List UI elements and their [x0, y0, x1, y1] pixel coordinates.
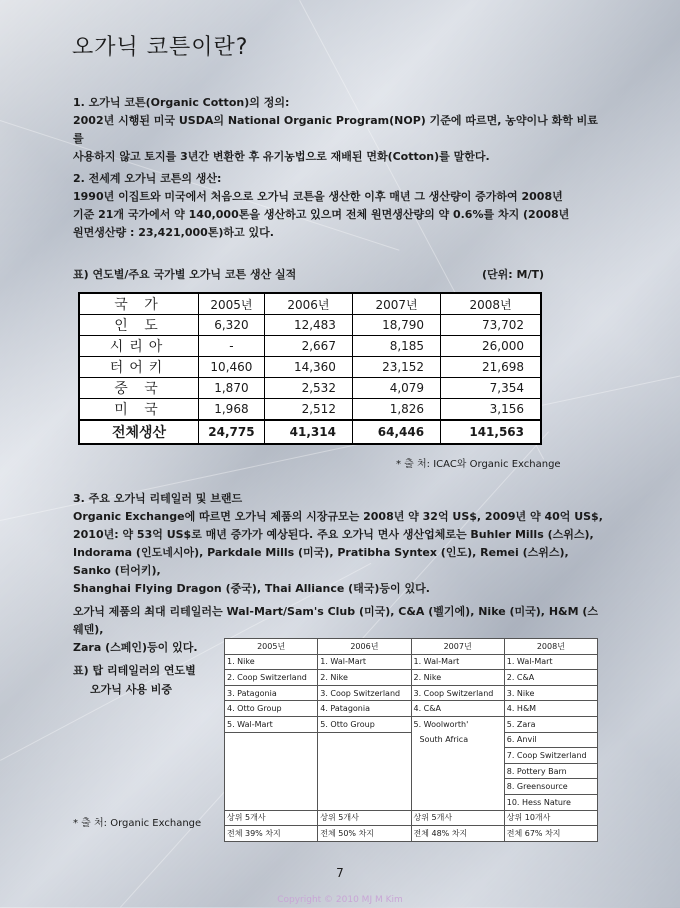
header-cell: 2008년: [441, 293, 541, 315]
retailer-cell: 8. Greensource: [504, 779, 597, 795]
value-cell: 14,360: [264, 357, 352, 378]
retailer-cell: [318, 779, 411, 795]
table-row: [79, 357, 541, 378]
retailer-cell: 1. Wal-Mart: [504, 654, 597, 670]
total-cell: 24,775: [199, 420, 265, 444]
header-cell: 2006년: [318, 639, 411, 655]
header-cell: 2008년: [504, 639, 597, 655]
retailer-cell: 2. Nike: [411, 670, 504, 686]
country-cell: 터어키: [79, 357, 199, 378]
header-cell: 2007년: [411, 639, 504, 655]
retailer-cell: 3. Patagonia: [225, 685, 318, 701]
section-retailers: [73, 490, 605, 598]
value-cell: 8,185: [352, 336, 440, 357]
body-line: 2002년 시행된 미국 USDA의 National Organic Program(NOP) 기준에 따르면, 농약이나 화학 비료를: [73, 114, 598, 145]
retailer-cell: 1. Nike: [225, 654, 318, 670]
section-heading: 3. 주요 오가닉 리테일러 및 브랜드: [73, 492, 243, 505]
retailer-cell: 3. Nike: [504, 685, 597, 701]
value-cell: 18,790: [352, 315, 440, 336]
table-row: [79, 378, 541, 399]
value-cell: 2,512: [264, 399, 352, 421]
retailer-cell: 2. Nike: [318, 670, 411, 686]
summary-cell: 전체 48% 차지: [411, 826, 504, 842]
table-row: [225, 701, 598, 717]
value-cell: 1,870: [199, 378, 265, 399]
total-cell: 141,563: [441, 420, 541, 444]
table1-source: * 출 처: ICAC와 Organic Exchange: [396, 459, 561, 470]
body-line: Zara (스페인)등이 있다.: [73, 641, 198, 654]
body-line: 2010년: 약 53억 US$로 매년 증가가 예상된다. 주요 오가닉 면사 생산업체로는 Buhler Mills (스위스),: [73, 528, 594, 541]
value-cell: -: [199, 336, 265, 357]
header-cell: 2005년: [225, 639, 318, 655]
body-line: 기준 21개 국가에서 약 140,000톤을 생산하고 있으며 전체 원면생산량의 약 0.6%를 차지 (2008년: [73, 208, 570, 221]
retailer-cell: [318, 748, 411, 764]
section-production: [73, 170, 605, 242]
table-row: [79, 336, 541, 357]
value-cell: 26,000: [441, 336, 541, 357]
retailer-cell: 6. Anvil: [504, 732, 597, 748]
table-summary-row: [225, 810, 598, 826]
production-table: [78, 292, 542, 445]
retailer-cell: 7. Coop Switzerland: [504, 748, 597, 764]
retailer-cell: [225, 748, 318, 764]
value-cell: 1,968: [199, 399, 265, 421]
table-row: [225, 670, 598, 686]
total-cell: 64,446: [352, 420, 440, 444]
section-heading: 1. 오가닉 코튼(Organic Cotton)의 정의:: [73, 96, 290, 109]
retailer-cell: 5. Wal-Mart: [225, 716, 318, 732]
retailer-cell: 4. C&A: [411, 701, 504, 717]
table-row: [225, 654, 598, 670]
retailer-cell: 8. Pottery Barn: [504, 763, 597, 779]
retailer-cell: 2. Coop Switzerland: [225, 670, 318, 686]
body-line: 원면생산량 : 23,421,000톤)하고 있다.: [73, 226, 274, 239]
table-summary-row: [225, 826, 598, 842]
retailer-cell: 10. Hess Nature: [504, 794, 597, 810]
retailer-cell: 5. Zara: [504, 716, 597, 732]
table-header-row: [79, 293, 541, 315]
summary-cell: 전체 39% 차지: [225, 826, 318, 842]
retailer-cell: 5. Woolworth': [411, 716, 504, 732]
summary-cell: 상위 5개사: [225, 810, 318, 826]
retailer-cell: 2. C&A: [504, 670, 597, 686]
value-cell: 7,354: [441, 378, 541, 399]
table1-unit: (단위: M/T): [482, 268, 545, 281]
section-heading: 2. 전세계 오가닉 코튼의 생산:: [73, 172, 222, 185]
retailer-cell: 5. Otto Group: [318, 716, 411, 732]
header-cell: 2007년: [352, 293, 440, 315]
value-cell: 4,079: [352, 378, 440, 399]
body-line: 오가닉 제품의 최대 리테일러는 Wal-Mart/Sam's Club (미국), C&A (벨기에), Nike (미국), H&M (스웨덴),: [73, 605, 599, 636]
table-total-row: [79, 420, 541, 444]
retailer-cell: [318, 794, 411, 810]
table-row: [225, 716, 598, 732]
body-line: Shanghai Flying Dragon (중국), Thai Alliance (태국)등이 있다.: [73, 582, 430, 595]
retailer-cell: 1. Wal-Mart: [318, 654, 411, 670]
total-label: 전체생산: [79, 420, 199, 444]
retailer-cell: 3. Coop Switzerland: [318, 685, 411, 701]
retailer-cell: [411, 794, 504, 810]
copyright-watermark: Copyright © 2010 MJ M Kim: [277, 895, 403, 905]
retailer-cell: 4. H&M: [504, 701, 597, 717]
table-row: [79, 399, 541, 421]
body-line: Organic Exchange에 따르면 오가닉 제품의 시장규모는 2008년 약 32억 US$, 2009년 약 40억 US$,: [73, 510, 603, 523]
retailer-cell: [225, 763, 318, 779]
header-cell: 국 가: [79, 293, 199, 315]
header-cell: 2006년: [264, 293, 352, 315]
value-cell: 10,460: [199, 357, 265, 378]
summary-cell: 상위 10개사: [504, 810, 597, 826]
table-row: [225, 748, 598, 764]
retailer-cell: [225, 794, 318, 810]
retailers-table: [224, 638, 598, 842]
summary-cell: 전체 50% 차지: [318, 826, 411, 842]
retailer-cell: 4. Patagonia: [318, 701, 411, 717]
value-cell: 2,532: [264, 378, 352, 399]
table-row: [225, 732, 598, 748]
header-cell: 2005년: [199, 293, 265, 315]
retailer-cell: [411, 763, 504, 779]
value-cell: 73,702: [441, 315, 541, 336]
table-row: [79, 315, 541, 336]
value-cell: 1,826: [352, 399, 440, 421]
value-cell: 21,698: [441, 357, 541, 378]
value-cell: 12,483: [264, 315, 352, 336]
value-cell: 3,156: [441, 399, 541, 421]
page-title: 오가닉 코튼이란?: [72, 35, 249, 60]
summary-cell: 전체 67% 차지: [504, 826, 597, 842]
retailer-cell: [318, 763, 411, 779]
value-cell: 23,152: [352, 357, 440, 378]
country-cell: 미 국: [79, 399, 199, 421]
retailer-cell: [225, 779, 318, 795]
table-row: [225, 794, 598, 810]
table-row: [225, 685, 598, 701]
value-cell: 6,320: [199, 315, 265, 336]
retailer-cell: [411, 779, 504, 795]
table2-caption-line1: 표) 탑 리테일러의 연도별: [73, 664, 196, 677]
body-line: 사용하지 않고 토지를 3년간 변환한 후 유기농법으로 재배된 면화(Cotton)를 말한다.: [73, 150, 490, 163]
table-row: [225, 763, 598, 779]
retailer-cell: 1. Wal-Mart: [411, 654, 504, 670]
table1-caption: 표) 연도별/주요 국가별 오가닉 코튼 생산 실적: [73, 268, 297, 281]
retailer-cell: 4. Otto Group: [225, 701, 318, 717]
retailer-cell: South Africa: [411, 732, 504, 748]
summary-cell: 상위 5개사: [411, 810, 504, 826]
summary-cell: 상위 5개사: [318, 810, 411, 826]
table2-caption-line2: 오가닉 사용 비중: [90, 683, 173, 696]
page-number: 7: [336, 866, 344, 880]
country-cell: 인 도: [79, 315, 199, 336]
country-cell: 중 국: [79, 378, 199, 399]
table-row: [225, 779, 598, 795]
section-definition: [73, 94, 605, 166]
retailer-cell: 3. Coop Switzerland: [411, 685, 504, 701]
retailer-cell: [225, 732, 318, 748]
body-line: Indorama (인도네시아), Parkdale Mills (미국), Pratibha Syntex (인도), Remei (스위스), Sanko (터어키),: [73, 546, 569, 577]
table-header-row: [225, 639, 598, 655]
country-cell: 시리아: [79, 336, 199, 357]
table2-source: * 출 처: Organic Exchange: [73, 818, 202, 829]
retailer-cell: [411, 748, 504, 764]
value-cell: 2,667: [264, 336, 352, 357]
retailer-cell: [318, 732, 411, 748]
body-line: 1990년 이집트와 미국에서 처음으로 오가닉 코튼을 생산한 이후 매년 그 생산량이 증가하여 2008년: [73, 190, 563, 203]
total-cell: 41,314: [264, 420, 352, 444]
